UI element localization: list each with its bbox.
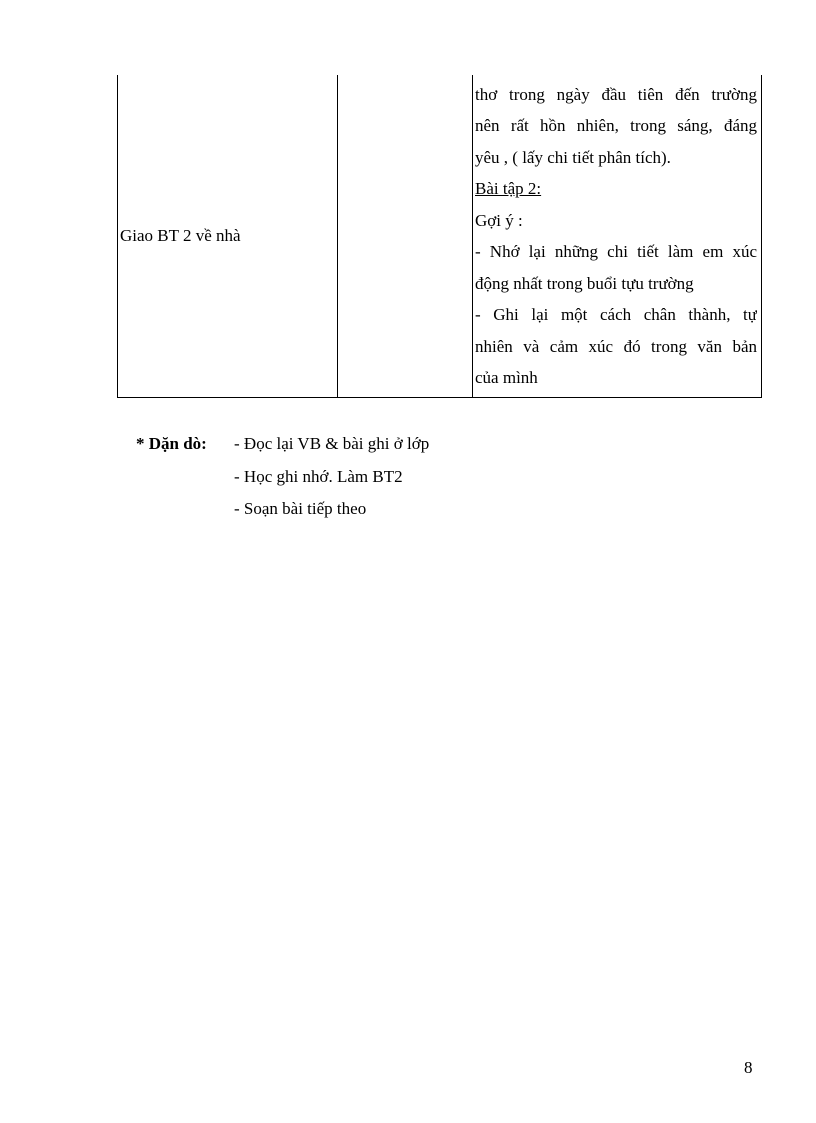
- homework-notes: [136, 428, 429, 526]
- content-line: - Nhớ lại những chi tiết làm em xúc: [475, 242, 757, 261]
- notes-label-spacer: [136, 461, 234, 494]
- content-line: - Ghi lại một cách chân thành, tự: [475, 305, 757, 324]
- middle-cell: [338, 75, 473, 398]
- note-item: - Đọc lại VB & bài ghi ở lớp: [234, 434, 430, 453]
- exercise-heading: Bài tập 2:: [475, 179, 542, 198]
- note-item: - Học ghi nhớ. Làm BT2: [234, 466, 403, 486]
- content-lines: [473, 79, 761, 394]
- page-number: 8: [744, 1058, 753, 1077]
- content-line: của mình: [475, 368, 538, 387]
- note-row: [136, 493, 429, 526]
- notes-label: * Dặn dò:: [136, 434, 207, 453]
- content-line: nên rất hồn nhiên, trong sáng, đáng: [475, 116, 757, 135]
- lesson-table: [117, 75, 762, 398]
- note-item: - Soạn bài tiếp theo: [234, 499, 367, 518]
- content-line: thơ trong ngày đầu tiên đến trường: [475, 84, 757, 104]
- note-row: [136, 428, 429, 461]
- activity-cell: [118, 75, 338, 398]
- content-line: nhiên và cảm xúc đó trong văn bản: [475, 336, 757, 356]
- note-row: [136, 461, 429, 494]
- hint-heading: Gợi ý :: [475, 210, 523, 230]
- activity-text: Giao BT 2 về nhà: [120, 226, 241, 245]
- table-row: [118, 75, 762, 398]
- content-line: yêu , ( lấy chi tiết phân tích).: [475, 147, 671, 167]
- notes-label-spacer: [136, 493, 234, 526]
- content-cell: [473, 75, 762, 398]
- content-line: động nhất trong buổi tựu trường: [475, 273, 694, 293]
